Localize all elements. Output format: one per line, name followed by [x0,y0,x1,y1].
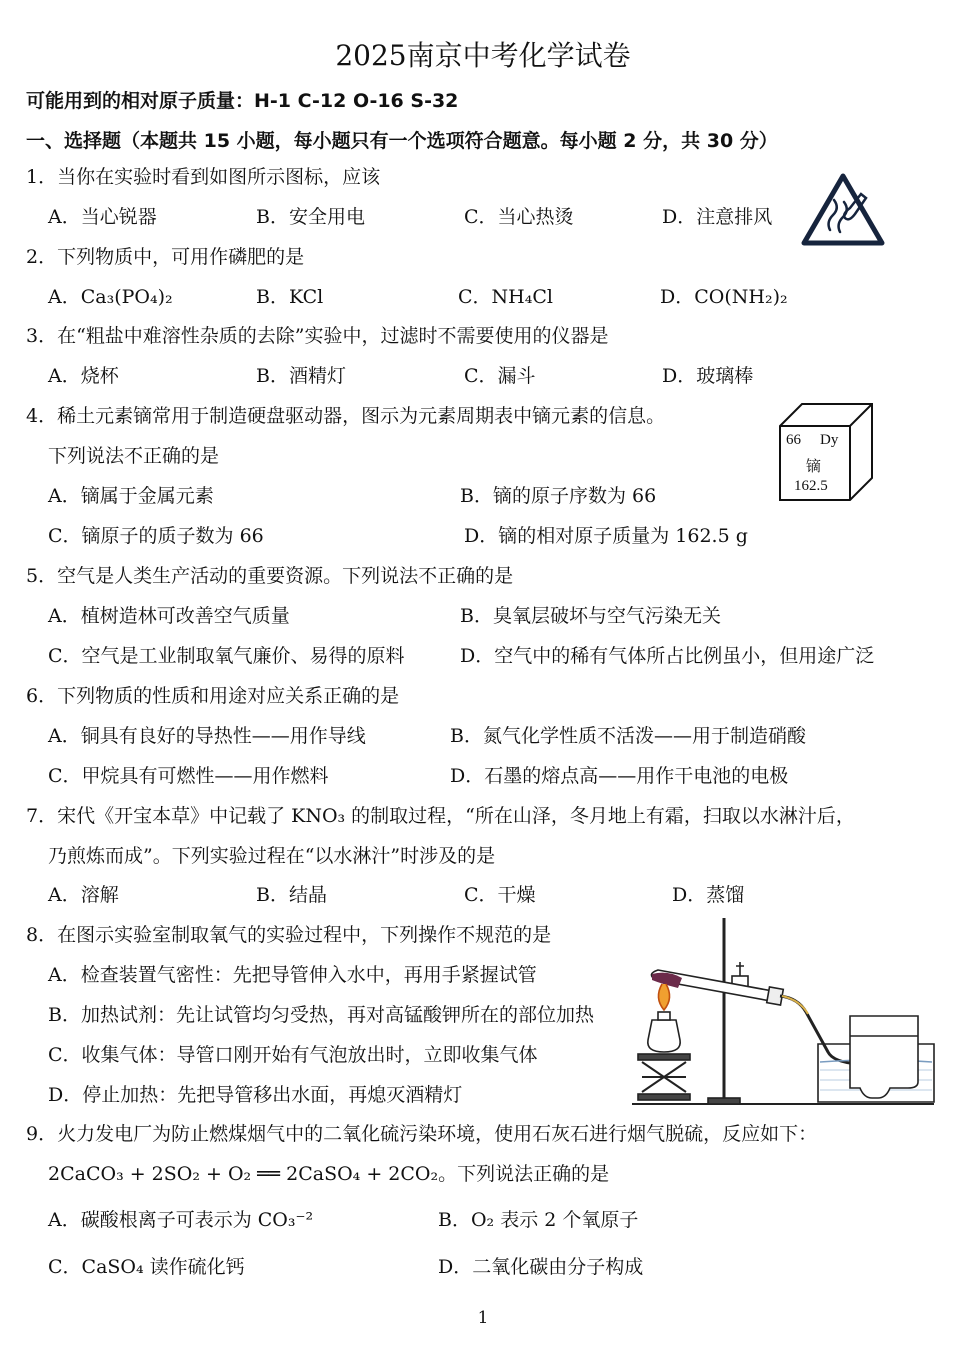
q8-option-d: D．停止加热：先把导管移出水面，再熄灭酒精灯 [48,1084,463,1106]
section-heading: 一、选择题（本题共 15 小题，每小题只有一个选项符合题意。每小题 2 分，共 30 分） [26,130,778,152]
oxygen-preparation-apparatus [628,912,938,1108]
page-number: 1 [477,1308,489,1328]
page-title: 2025南京中考化学试卷 [335,39,631,72]
q2-option-b: B．KCl [256,286,324,308]
q5-option-d: D．空气中的稀有气体所占比例虽小，但用途广泛 [460,645,875,667]
q9-option-c: C．CaSO₄ 读作硫化钙 [48,1256,245,1278]
q6-option-c: C．甲烷具有可燃性——用作燃料 [48,765,329,787]
q8-option-b: B．加热试剂：先让试管均匀受热，再对高锰酸钾所在的部位加热 [48,1004,594,1026]
question-8-stem: 8．在图示实验室制取氧气的实验过程中，下列操作不规范的是 [26,924,552,946]
q1-option-d: D．注意排风 [662,206,773,228]
q2-option-a: A．Ca₃(PO₄)₂ [48,286,173,308]
element-mass: 162.5 [794,478,828,494]
q8-option-a: A．检查装置气密性：先把导管伸入水中，再用手紧握试管 [48,964,537,986]
q5-option-a: A．植树造林可改善空气质量 [48,605,290,627]
q6-option-d: D．石墨的熔点高——用作干电池的电极 [450,765,789,787]
question-6-stem: 6．下列物质的性质和用途对应关系正确的是 [26,685,400,707]
question-2-stem: 2．下列物质中，可用作磷肥的是 [26,246,305,268]
question-3-stem: 3．在“粗盐中难溶性杂质的去除”实验中，过滤时不需要使用的仪器是 [26,325,609,347]
q9-option-a: A．碳酸根离子可表示为 CO₃⁻² [48,1209,314,1231]
atomic-masses: 可能用到的相对原子质量：H-1 C-12 O-16 S-32 [26,90,459,112]
q3-option-d: D．玻璃棒 [662,365,754,387]
q5-option-b: B．臭氧层破坏与空气污染无关 [460,605,721,627]
q7-option-b: B．结晶 [256,884,327,906]
q4-option-d: D．镝的相对原子质量为 162.5 g [464,525,748,547]
element-number: 66 [786,432,801,448]
q7-option-a: A．溶解 [48,884,119,906]
hot-surface-warning-icon [800,172,886,248]
q8-option-c: C．收集气体：导管口刚开始有气泡放出时，立即收集气体 [48,1044,538,1066]
q9-option-d: D．二氧化碳由分子构成 [438,1256,644,1278]
q3-option-c: C．漏斗 [464,365,536,387]
element-cell [776,402,876,504]
q1-option-c: C．当心热烫 [464,206,574,228]
q7-option-d: D．蒸馏 [672,884,745,906]
q3-option-b: B．酒精灯 [256,365,346,387]
q9-option-b: B．O₂ 表示 2 个氧原子 [438,1209,639,1231]
q5-option-c: C．空气是工业制取氧气廉价、易得的原料 [48,645,405,667]
q4-option-a: A．镝属于金属元素 [48,485,214,507]
question-5-stem: 5．空气是人类生产活动的重要资源。下列说法不正确的是 [26,565,514,587]
q2-option-c: C．NH₄Cl [458,286,553,308]
q6-option-b: B．氮气化学性质不活泼——用于制造硝酸 [450,725,806,747]
element-name: 镝 [806,459,822,475]
q7-option-c: C．干燥 [464,884,536,906]
question-7-stem: 7．宋代《开宝本草》中记载了 KNO₃ 的制取过程，“所在山泽，冬月地上有霜，扫取以水淋汁后， [26,805,855,827]
q3-option-a: A．烧杯 [48,365,119,387]
q1-option-a: A．当心锐器 [48,206,157,228]
question-7-stem-2: 乃煎炼而成”。下列实验过程在“以水淋汁”时涉及的是 [48,845,496,867]
question-1-stem: 1．当你在实验时看到如图所示图标，应该 [26,166,381,188]
q2-option-d: D．CO(NH₂)₂ [660,286,788,308]
question-4-stem-2: 下列说法不正确的是 [48,445,220,467]
q1-option-b: B．安全用电 [256,206,365,228]
q4-option-b: B．镝的原子序数为 66 [460,485,657,507]
q4-option-c: C．镝原子的质子数为 66 [48,525,264,547]
question-9-stem: 9．火力发电厂为防止燃煤烟气中的二氧化硫污染环境，使用石灰石进行烟气脱硫，反应如下： [26,1123,818,1145]
element-symbol: Dy [820,432,839,448]
q6-option-a: A．铜具有良好的导热性——用作导线 [48,725,366,747]
question-9-equation: 2CaCO₃ + 2SO₂ + O₂ ══ 2CaSO₄ + 2CO₂。下列说法正确的是 [48,1163,610,1185]
question-4-stem: 4．稀土元素镝常用于制造硬盘驱动器，图示为元素周期表中镝元素的信息。 [26,405,666,427]
